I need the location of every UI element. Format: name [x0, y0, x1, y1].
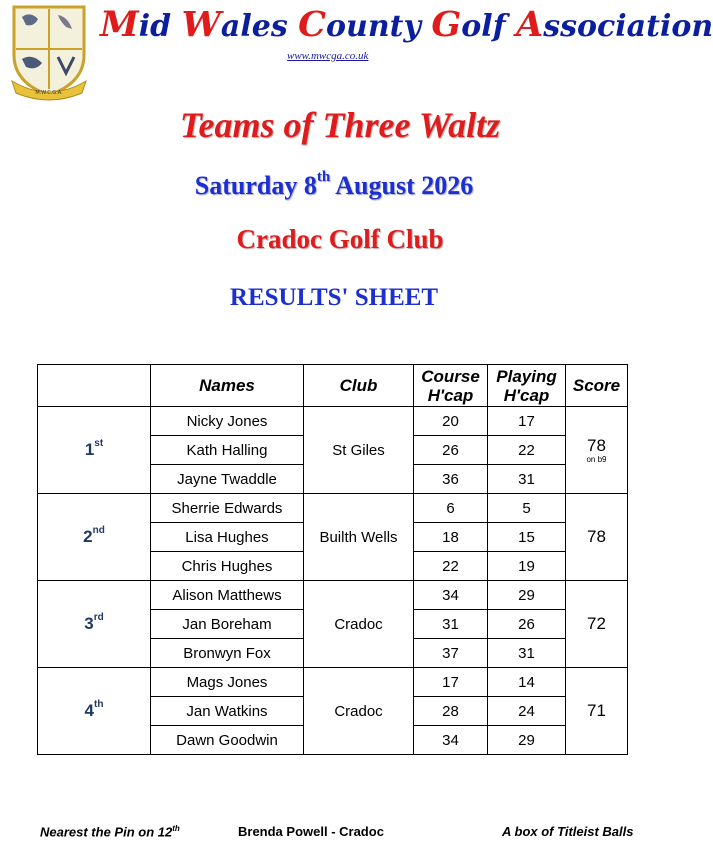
playing-handicap: 22	[488, 436, 566, 465]
nearest-pin-label: Nearest the Pin on 12th	[40, 824, 180, 840]
team-position: 2nd	[38, 494, 151, 581]
player-name: Bronwyn Fox	[151, 639, 304, 668]
team-club: Builth Wells	[304, 494, 414, 581]
course-handicap: 26	[414, 436, 488, 465]
team-position: 1st	[38, 407, 151, 494]
playing-handicap: 29	[488, 726, 566, 755]
player-name: Dawn Goodwin	[151, 726, 304, 755]
player-name: Mags Jones	[151, 668, 304, 697]
course-handicap: 37	[414, 639, 488, 668]
playing-handicap: 31	[488, 639, 566, 668]
playing-handicap: 17	[488, 407, 566, 436]
crest-motto: M.W.C.G.A.	[35, 90, 63, 96]
organisation-title	[100, 4, 713, 45]
course-handicap: 36	[414, 465, 488, 494]
player-name: Lisa Hughes	[151, 523, 304, 552]
org-title-word: olf	[461, 9, 517, 44]
org-title-word: ales	[220, 9, 299, 44]
course-handicap: 6	[414, 494, 488, 523]
org-title-word: ounty	[326, 9, 432, 44]
player-name: Nicky Jones	[151, 407, 304, 436]
player-name: Alison Matthews	[151, 581, 304, 610]
team-club: St Giles	[304, 407, 414, 494]
course-handicap: 28	[414, 697, 488, 726]
player-name: Jan Boreham	[151, 610, 304, 639]
player-name: Chris Hughes	[151, 552, 304, 581]
org-title-word: ssociation	[543, 9, 713, 44]
course-handicap: 18	[414, 523, 488, 552]
playing-handicap: 26	[488, 610, 566, 639]
org-title-initial: C	[298, 4, 327, 45]
table-row	[38, 494, 628, 523]
association-crest-logo	[8, 3, 90, 99]
playing-handicap: 15	[488, 523, 566, 552]
club-header: Club	[304, 365, 414, 407]
team-score: 71	[566, 668, 628, 755]
team-score: 78	[566, 494, 628, 581]
course-handicap: 17	[414, 668, 488, 697]
course-handicap-header: Course H'cap	[414, 365, 488, 407]
event-title: Teams of Three Waltz	[179, 105, 501, 145]
playing-handicap: 5	[488, 494, 566, 523]
org-title-initial: A	[516, 4, 544, 45]
course-handicap: 34	[414, 726, 488, 755]
table-row	[38, 668, 628, 697]
position-header	[38, 365, 151, 407]
team-score: 78 on b9	[566, 407, 628, 494]
playing-handicap: 14	[488, 668, 566, 697]
org-title-initial: M	[100, 4, 139, 45]
table-row	[38, 581, 628, 610]
score-countback-note: on b9	[586, 455, 607, 464]
player-name: Jan Watkins	[151, 697, 304, 726]
event-venue: Cradoc Golf Club	[236, 224, 444, 254]
date-ordinal: th	[316, 169, 331, 185]
player-name: Sherrie Edwards	[151, 494, 304, 523]
player-name: Kath Halling	[151, 436, 304, 465]
playing-handicap: 29	[488, 581, 566, 610]
team-club: Cradoc	[304, 581, 414, 668]
org-title-word: id	[138, 9, 182, 44]
website-link[interactable]: www.mwcga.co.uk	[287, 50, 369, 62]
table-row	[38, 407, 628, 436]
sheet-title: RESULTS' SHEET	[229, 284, 439, 311]
playing-handicap-header: Playing H'cap	[488, 365, 566, 407]
team-club: Cradoc	[304, 668, 414, 755]
results-header-row	[38, 365, 628, 407]
nearest-pin-winner: Brenda Powell - Cradoc	[238, 824, 384, 839]
nearest-pin-prize: A box of Titleist Balls	[502, 824, 634, 839]
results-table	[37, 364, 628, 755]
playing-handicap: 24	[488, 697, 566, 726]
course-handicap: 34	[414, 581, 488, 610]
event-date: Saturday 8th August 2026	[194, 169, 474, 200]
playing-handicap: 19	[488, 552, 566, 581]
score-header: Score	[566, 365, 628, 407]
player-name: Jayne Twaddle	[151, 465, 304, 494]
course-handicap: 20	[414, 407, 488, 436]
team-position: 3rd	[38, 581, 151, 668]
course-handicap: 31	[414, 610, 488, 639]
team-position: 4th	[38, 668, 151, 755]
org-title-initial: W	[181, 4, 221, 45]
playing-handicap: 31	[488, 465, 566, 494]
org-title-initial: G	[431, 4, 462, 45]
team-score: 72	[566, 581, 628, 668]
names-header: Names	[151, 365, 304, 407]
course-handicap: 22	[414, 552, 488, 581]
